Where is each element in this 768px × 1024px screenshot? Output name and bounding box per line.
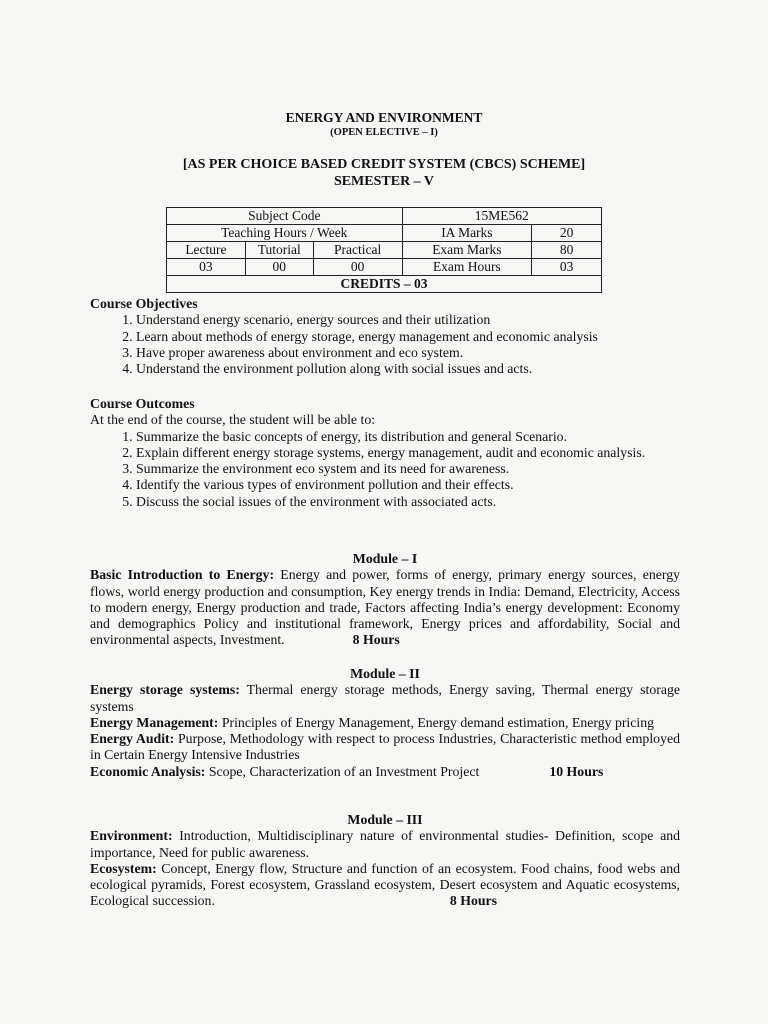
module-3 xyxy=(90,812,680,910)
module-2-storage xyxy=(90,682,680,715)
table-row xyxy=(167,225,602,242)
practical-label: Practical xyxy=(313,242,402,259)
list-item: 3. Have proper awareness about environment and eco system. xyxy=(136,345,680,361)
course-outcomes xyxy=(90,396,680,510)
course-title: ENERGY AND ENVIRONMENT xyxy=(285,110,483,125)
exam-hours-value: 03 xyxy=(532,259,602,276)
tutorial-value: 00 xyxy=(245,259,313,276)
audit-text: Purpose, Methodology with respect to process Industries, Characteristic method employed in Certain Energy Intensive Industries xyxy=(90,731,680,763)
module-3-ecosystem xyxy=(90,861,680,910)
module-1 xyxy=(90,551,680,649)
outcomes-intro: At the end of the course, the student will be able to: xyxy=(90,412,376,428)
subject-code-value: 15ME562 xyxy=(402,208,601,225)
module-1-label: Basic Introduction to Energy: xyxy=(90,567,275,583)
module-1-hours: 8 Hours xyxy=(352,632,400,648)
exam-marks-value: 80 xyxy=(532,242,602,259)
objectives-list xyxy=(90,312,680,377)
economic-text: Scope, Characterization of an Investment Project xyxy=(205,763,480,779)
teaching-hours-label: Teaching Hours / Week xyxy=(167,225,403,242)
module-3-heading: Module – III xyxy=(347,812,423,827)
management-text: Principles of Energy Management, Energy demand estimation, Energy pricing xyxy=(218,714,655,730)
audit-label: Energy Audit: xyxy=(90,731,175,747)
management-label: Energy Management: xyxy=(90,714,219,730)
practical-value: 00 xyxy=(313,259,402,276)
module-3-hours: 8 Hours xyxy=(449,893,498,909)
outcomes-list xyxy=(90,429,680,510)
credits: CREDITS – 03 xyxy=(167,276,602,293)
list-item: 1. Summarize the basic concepts of energy, its distribution and general Scenario. xyxy=(136,429,680,445)
list-item: 4. Understand the environment pollution along with social issues and acts. xyxy=(136,361,680,377)
environment-label: Environment: xyxy=(90,828,173,844)
ia-marks-label: IA Marks xyxy=(402,225,532,242)
storage-label: Energy storage systems: xyxy=(90,682,240,698)
exam-marks-label: Exam Marks xyxy=(402,242,532,259)
module-3-environment xyxy=(90,828,680,861)
environment-dash: - xyxy=(543,828,549,844)
list-item: 3. Summarize the environment eco system and its need for awareness. xyxy=(136,461,680,477)
list-item: 2. Explain different energy storage systems, energy management, audit and economic analysis. xyxy=(136,445,680,461)
ia-marks-value: 20 xyxy=(532,225,602,242)
table-row xyxy=(167,259,602,276)
lecture-label: Lecture xyxy=(167,242,246,259)
ecosystem-label: Ecosystem: xyxy=(90,860,157,876)
module-2 xyxy=(90,666,680,780)
module-1-body: Energy and power, forms of energy, primary energy sources, energy flows, world energy production and consumption, Key energy trends in India: Demand, Electricity, Access to modern energy, Energy production and trade, Factors affecting India’s energy development: Economy and demographics Policy and institutional framework, Energy prices and affordability, Social and environmental aspects, Investment. xyxy=(90,567,680,648)
module-1-text xyxy=(90,567,680,648)
tutorial-label: Tutorial xyxy=(245,242,313,259)
objectives-heading: Course Objectives xyxy=(90,296,198,311)
module-2-management xyxy=(90,715,680,731)
list-item: 1. Understand energy scenario, energy sources and their utilization xyxy=(136,312,680,328)
subject-code-label: Subject Code xyxy=(167,208,403,225)
ecosystem-text: Concept, Energy flow, Structure and function of an ecosystem. Food chains, food webs and ecological pyramids, Forest ecosystem, Grassland ecosystem, Desert ecosystem and Aquatic ecosystems, Ecological succession. xyxy=(90,860,680,909)
environment-text-2: Definition, scope and importance, Need for public awareness. xyxy=(90,828,680,860)
list-item: 4. Identify the various types of environment pollution and their effects. xyxy=(136,477,680,493)
table-row xyxy=(167,276,602,293)
economic-label: Economic Analysis: xyxy=(90,763,206,779)
module-2-economic xyxy=(90,764,680,780)
lecture-value: 03 xyxy=(167,259,246,276)
table-row xyxy=(167,242,602,259)
module-2-heading: Module – II xyxy=(350,666,420,681)
scheme-heading: [AS PER CHOICE BASED CREDIT SYSTEM (CBCS) SCHEME] xyxy=(182,157,586,172)
table-row xyxy=(167,208,602,225)
outcomes-heading: Course Outcomes xyxy=(90,396,195,411)
list-item: 5. Discuss the social issues of the environment with associated acts. xyxy=(136,494,680,510)
semester-heading: SEMESTER – V xyxy=(333,174,435,189)
course-info-table xyxy=(166,207,602,293)
storage-text: Thermal energy storage methods, Energy saving, Thermal energy storage systems xyxy=(90,682,680,714)
course-subtitle: (OPEN ELECTIVE – I) xyxy=(330,127,438,138)
course-objectives xyxy=(90,296,680,377)
module-2-hours: 10 Hours xyxy=(549,763,604,779)
environment-text: Introduction, Multidisciplinary nature of environmental studies xyxy=(172,828,544,844)
list-item: 2. Learn about methods of energy storage, energy management and economic analysis xyxy=(136,329,680,345)
exam-hours-label: Exam Hours xyxy=(402,259,532,276)
module-2-audit xyxy=(90,731,680,764)
module-1-heading: Module – I xyxy=(352,551,418,566)
